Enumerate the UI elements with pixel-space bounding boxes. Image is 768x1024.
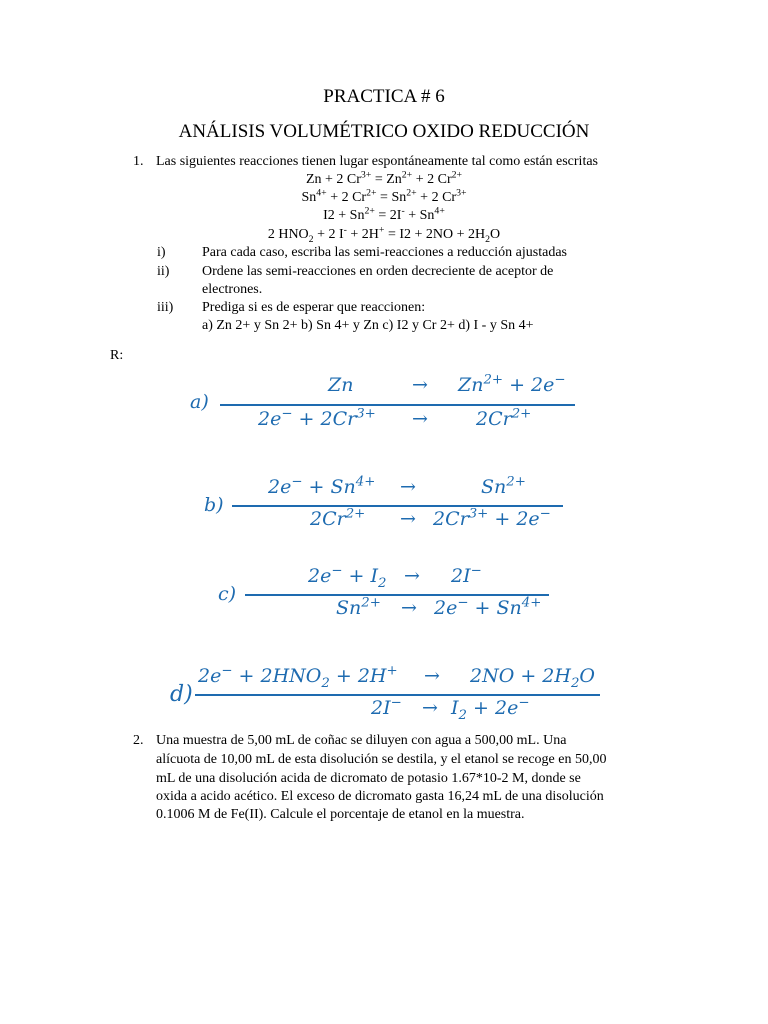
arrow-icon: → <box>412 374 428 396</box>
q2-line: Una muestra de 5,00 mL de coñac se diluyen con agua a 500,00 mL. Una <box>156 733 567 748</box>
half-reaction-d-right-top: $2NO + 2H_2O$ <box>470 665 595 691</box>
practice-number: PRACTICA # 6 <box>323 86 445 107</box>
arrow-icon: → <box>424 665 440 687</box>
arrow-icon: → <box>412 408 428 430</box>
q2-line: oxida a acido acético. El exceso de dicromato gasta 16,24 mL de una disolución <box>156 789 604 804</box>
half-reaction-b-left-bottom: $2Cr^{2+}$ <box>310 506 366 530</box>
half-reaction-c-right-top: 2I− <box>451 563 482 587</box>
reaction-1: Zn + 2 $Cr^{3+} = Zn^{2+} + 2$ $Cr^{2+}$ <box>305 169 463 187</box>
half-reaction-b-right-top: $Sn^{2+}$ <box>481 474 526 498</box>
half-reaction-d-left-top: $2e^- + 2HNO_2 + 2H^+$ <box>198 663 398 691</box>
answer-d-label: d) <box>170 682 193 707</box>
q2-number: 2. <box>133 733 144 748</box>
instruction-text: Ordene las semi-reacciones en orden decreciente de aceptor de <box>202 264 554 279</box>
page-title: ANÁLISIS VOLUMÉTRICO OXIDO REDUCCIÓN <box>178 121 590 142</box>
half-reaction-d-left-bottom: 2I− <box>371 695 402 719</box>
q2-line: 0.1006 M de Fe(II). Calcule el porcentaje de etanol en la muestra. <box>156 807 525 822</box>
half-reaction-c-left-top: $2e^- + I_2$ <box>308 563 387 591</box>
instruction-text: Prediga si es de esperar que reaccionen: <box>202 300 426 315</box>
half-reaction-a-right-bottom: $2Cr^{2+}$ <box>476 406 532 430</box>
reaction-2: $Sn^{4+} + 2$ $Cr^{2+} = Sn^{2+} + 2$ $Cr^{3+}$ <box>301 187 467 205</box>
reaction-4: 2 $HNO_2 + 2$ $I^- + 2H^+ = I2 + 2NO + 2H_2O$ <box>267 224 501 245</box>
half-reaction-c-right-bottom: $2e^- + Sn^{4+}$ <box>434 595 542 619</box>
instruction-text: electrones. <box>202 282 263 297</box>
q2-line: alícuota de 10,00 mL de esta disolución se destila, y el etanol se recoge en 50,00 <box>156 752 607 767</box>
instruction-text: Para cada caso, escriba las semi-reacciones a reducción ajustadas <box>202 245 567 260</box>
answer-c-label: c) <box>218 583 237 605</box>
fraction-bar <box>232 505 563 507</box>
instruction-label: ii) <box>157 264 170 279</box>
half-reaction-b-left-top: $2e^- + Sn^{4+}$ <box>268 474 376 498</box>
q2-line: mL de una disolución acida de dicromato de potasio 1.67*10-2 M, donde se <box>156 771 581 786</box>
half-reaction-a-right-top: $Zn^{2+} + 2e^-$ <box>458 372 566 396</box>
arrow-icon: → <box>404 565 420 587</box>
arrow-icon: → <box>422 697 438 719</box>
answer-a-label: a) <box>190 391 209 413</box>
q1-text: Las siguientes reacciones tienen lugar espontáneamente tal como están escritas <box>156 154 598 169</box>
q1-number: 1. <box>133 154 144 169</box>
half-reaction-b-right-bottom: $2Cr^{3+} + 2e^-$ <box>433 506 551 530</box>
half-reaction-a-left-top: Zn <box>328 374 354 396</box>
arrow-icon: → <box>400 508 416 530</box>
arrow-icon: → <box>401 597 417 619</box>
half-reaction-c-left-bottom: $Sn^{2+}$ <box>336 595 381 619</box>
instruction-label: iii) <box>157 300 174 315</box>
instruction-text: a) Zn 2+ y Sn 2+ b) Sn 4+ y Zn c) I2 y Cr 2+ d) I - y Sn 4+ <box>202 318 534 333</box>
reaction-3: $I2 + Sn^{2+} = 2I^- + Sn^{4+}$ <box>323 205 445 223</box>
half-reaction-a-left-bottom: $2e^- + 2Cr^{3+}$ <box>258 406 376 430</box>
instruction-label: i) <box>157 245 166 260</box>
half-reaction-d-right-bottom: $I_2 + 2e^-$ <box>451 695 530 723</box>
arrow-icon: → <box>400 476 416 498</box>
fraction-bar <box>220 404 575 406</box>
fraction-bar <box>245 594 549 596</box>
answer-label: R: <box>110 348 124 363</box>
answer-b-label: b) <box>204 494 224 516</box>
